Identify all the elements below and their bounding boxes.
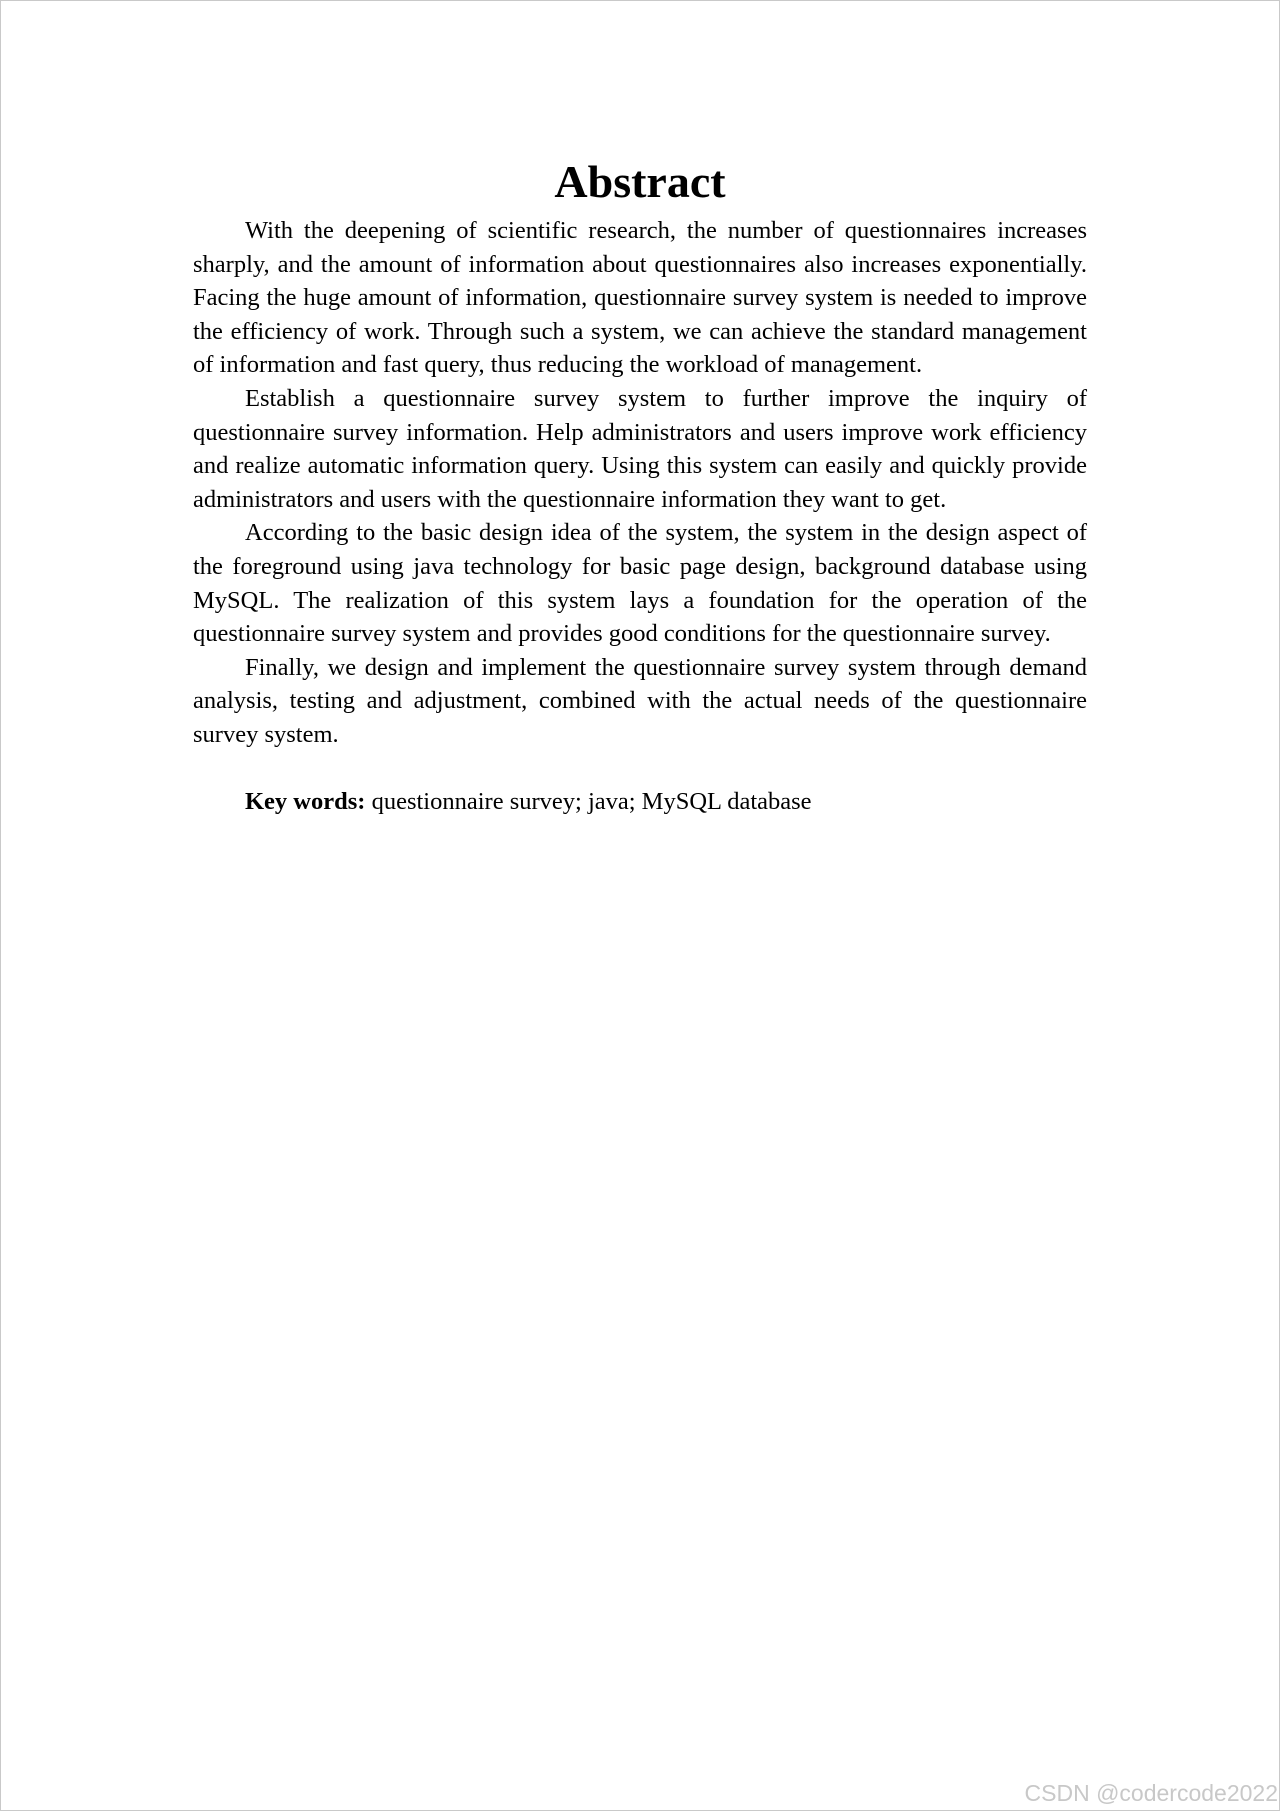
abstract-paragraph-3: According to the basic design idea of the system, the system in the design aspect of the foreground using java technology for basic page design, background database using MySQL. The realization of this system lays a foundation for the operation of the questionnaire survey system and provides good conditions for the questionnaire survey. (193, 519, 1087, 648)
abstract-section (193, 154, 1087, 818)
keywords-line (193, 785, 1087, 819)
abstract-paragraph-1: With the deepening of scientific research, the number of questionnaires increases sharply, and the amount of information about questionnaires also increases exponentially. Facing the huge amount of information, questionnaire survey system is needed to improve the efficiency of work. Through such a system, we can achieve the standard management of information and fast query, thus reducing the workload of management. (193, 217, 1087, 379)
keywords-label: Key words: (245, 787, 366, 815)
keywords-text: questionnaire survey; java; MySQL database (365, 787, 812, 815)
watermark: CSDN @codercode2022 (1024, 1780, 1278, 1806)
abstract-paragraph-2: Establish a questionnaire survey system to further improve the inquiry of questionnaire survey information. Help administrators and users improve work efficiency and realize automatic information query. Using this system can easily and quickly provide administrators and users with the questionnaire information they want to get. (193, 384, 1087, 513)
abstract-title: Abstract (554, 156, 726, 207)
abstract-paragraph-4: Finally, we design and implement the questionnaire survey system through demand analysis, testing and adjustment, combined with the actual needs of the questionnaire survey system. (193, 653, 1087, 748)
